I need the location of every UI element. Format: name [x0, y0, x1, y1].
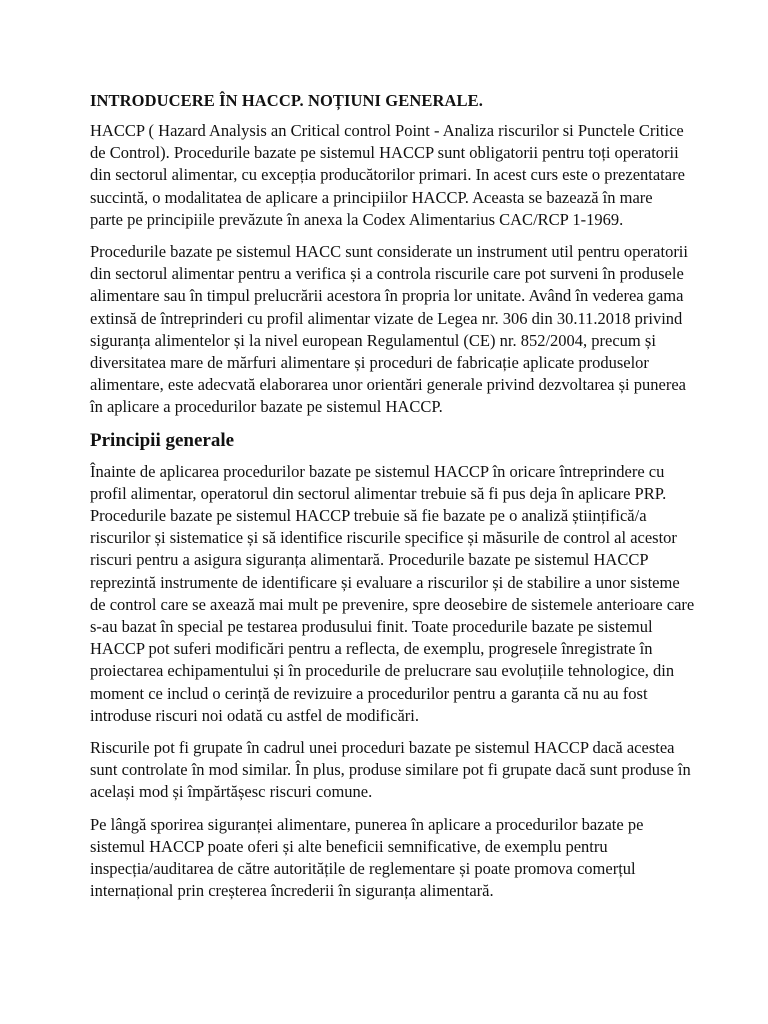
text-line: profil alimentar, operatorul din sectorul alimentar trebuie să fi pus deja în aplicare PRP.: [90, 483, 667, 503]
text-line: sunt controlate în mod similar. În plus, produse similare pot fi grupate dacă sunt produse în: [90, 760, 691, 780]
text-line: reprezintă instrumente de identificare și evaluare a riscurilor și de stabilire a unor sisteme: [90, 572, 680, 592]
document-page: [90, 90, 738, 913]
text-line: inspecția/auditarea de către autoritățile de reglementare și poate promova comerțul: [90, 859, 636, 879]
text-line: siguranța alimentelor și la nivel european Regulamentul (CE) nr. 852/2004, precum și: [90, 330, 656, 350]
text-line: introduse riscuri noi odată cu astfel de modificări.: [90, 705, 419, 725]
text-line: de control care se axează mai mult pe prevenire, spre deosebire de sistemele anterioare care: [90, 594, 695, 614]
text-line: Procedurile bazate pe sistemul HACCP trebuie să fie bazate pe o analiză științifică/a: [90, 506, 647, 526]
principles-paragraph-1: [90, 461, 738, 727]
text-line: alimentare, este adecvată elaborarea unor orientări generale privind dezvoltarea și punerea: [90, 375, 686, 395]
text-line: riscurilor și sistematice și să identifice riscurile specifice și măsurile de control al acestor: [90, 528, 677, 548]
text-line: alimentare sau în timpul prelucrării acestora în propria lor unitate. Având în vederea gama: [90, 286, 684, 306]
section-heading: Principii generale: [90, 429, 235, 451]
text-line: de Control). Procedurile bazate pe sistemul HACCP sunt obligatorii pentru toți operatorii: [90, 143, 679, 163]
principles-paragraph-3: [90, 814, 738, 903]
text-line: internațional prin creșterea încrederii în siguranța alimentară.: [90, 881, 494, 901]
principles-paragraph-2: [90, 737, 738, 804]
text-line: extinsă de întreprinderi cu profil alimentar vizate de Legea nr. 306 din 30.11.2018 privind: [90, 308, 683, 328]
intro-paragraph-1: [90, 120, 738, 231]
text-line: Pe lângă sporirea siguranței alimentare, punerea în aplicare a procedurilor bazate pe: [90, 814, 644, 834]
text-line: riscuri pentru a asigura siguranța alimentară. Procedurile bazate pe sistemul HACCP: [90, 550, 649, 570]
text-line: același mod și împărtășesc riscuri comune.: [90, 782, 373, 802]
text-line: succintă, o modalitatea de aplicare a principiilor HACCP. Aceasta se bazează în mare: [90, 187, 653, 207]
text-line: Procedurile bazate pe sistemul HACC sunt considerate un instrument util pentru operatorii: [90, 242, 688, 262]
text-line: sistemul HACCP poate oferi și alte beneficii semnificative, de exemplu pentru: [90, 836, 608, 856]
text-line: HACCP ( Hazard Analysis an Critical control Point - Analiza riscurilor si Punctele Critice: [90, 121, 684, 140]
text-line: din sectorul alimentar pentru a verifica și a controla riscurile care pot surveni în produsele: [90, 264, 684, 284]
text-line: HACCP pot suferi modificări pentru a reflecta, de exemplu, progresele înregistrate în: [90, 639, 653, 659]
text-line: Înainte de aplicarea procedurilor bazate pe sistemul HACCP în oricare întreprindere cu: [90, 461, 665, 481]
text-line: proiectarea echipamentului și în procedurile de prelucrare sau evoluțiile tehnologice, din: [90, 661, 675, 681]
text-line: s-au bazat în special pe testarea produsului finit. Toate procedurile bazate pe sistemul: [90, 617, 653, 637]
text-line: diversitatea mare de mărfuri alimentare și proceduri de fabricație aplicate produselor: [90, 353, 649, 373]
text-line: moment ce includ o cerință de revizuire a procedurilor pentru a garanta că nu au fost: [90, 683, 648, 703]
document-title: INTRODUCERE ÎN HACCP. NOȚIUNI GENERALE.: [90, 91, 483, 110]
text-line: Riscurile pot fi grupate în cadrul unei proceduri bazate pe sistemul HACCP dacă acestea: [90, 738, 675, 758]
text-line: din sectorul alimentar, cu excepția producătorilor primari. In acest curs este o prezentatare: [90, 165, 685, 185]
text-line: parte pe principiile prevăzute în anexa la Codex Alimentarius CAC/RCP 1-1969.: [90, 209, 624, 229]
intro-paragraph-2: [90, 241, 738, 419]
text-line: în aplicare a procedurilor bazate pe sistemul HACCP.: [90, 397, 443, 417]
